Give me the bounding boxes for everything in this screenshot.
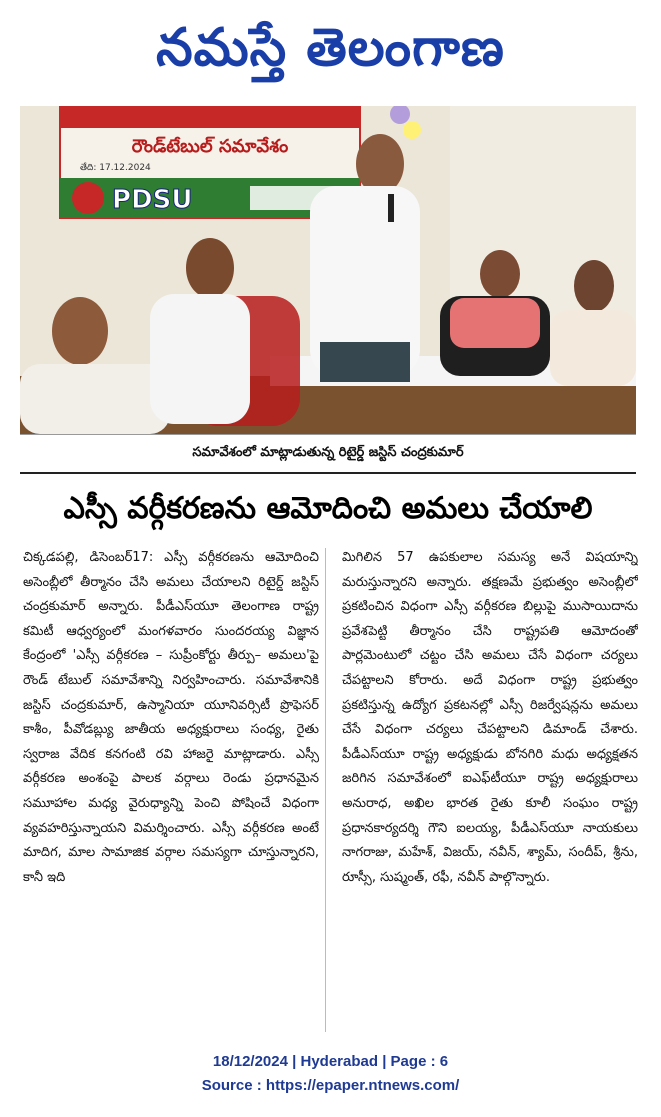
page-footer bbox=[0, 1050, 661, 1098]
photo-caption: సమావేశంలో మాట్లాడుతున్న రిటైర్డ్ జస్టిస్ చంద్రకుమార్ bbox=[192, 445, 464, 460]
caption-bottom-rule bbox=[20, 472, 636, 474]
banner-logo: PDSU bbox=[112, 185, 193, 215]
article-column-right: మిగిలిన 57 ఉపకులాల సమస్య అనే విషయాన్ని మరుస్తున్నారని అన్నారు. తక్షణమే ప్రభుత్వం అసెంబ్లీలో ప్రకటించిన విధంగా ఎస్సీ వర్గీకరణ బిల్లుపై ముసాయిదాను ప్రవేశపెట్టి తీర్మానం చేసి రాష్ట్రపతి ఆమోదంతో పార్లమెంటులో చట్టం చేసి అమలు చేసే విధంగా చర్యలు చేపట్టాలని కోరారు. అదే విధంగా రాష్ట్ర ప్రభుత్వం ప్రకటిస్తున్న ఉద్యోగ ప్రకటనల్లో ఎస్సీ రిజర్వేషన్లను అమలు చేసే విధంగా చర్యలు చేపట్టాలని డిమాండ్ చేశారు. పీడీఎస్‌యూ రాష్ట్ర అధ్యక్షుడు బోనగిరి మధు అధ్యక్షతన జరిగిన సమావేశంలో ఐఎఫ్‌టీయూ రాష్ట్ర అధ్యక్షురాలు అనురాధ, అఖిల భారత రైతు కూలీ సంఘం రాష్ట్ర ప్రధానకార్యదర్శి గౌని ఐలయ్య, పీడీఎస్‌యూ నాయకులు నాగరాజు, మహేశ్, విజయ్, నవీన్, శ్యామ్, సందీప్, శ్రీను, రూస్సీ, సుష్మంత్, రఫీ, నవీన్ పాల్గొన్నారు. bbox=[342, 550, 638, 885]
caption-top-rule bbox=[20, 434, 636, 435]
article-headline: ఎస్సీ వర్గీకరణను ఆమోదించి అమలు చేయాలి bbox=[63, 491, 593, 526]
column-divider bbox=[325, 548, 326, 1032]
banner-line: రౌండ్‌టేబుల్ సమావేశం bbox=[131, 136, 289, 157]
photo-illustration bbox=[20, 106, 636, 434]
article-column-left: చిక్కడపల్లి, డిసెంబర్17: ఎస్సీ వర్గీకరణను ఆమోదించి అసెంబ్లీలో తీర్మానం చేసి అమలు చేయాలని రిటైర్డ్ జస్టిస్ చంద్రకుమార్ అన్నారు. పీడీఎస్‌యూ తెలంగాణ రాష్ట్ర కమిటీ ఆధ్వర్యంలో మంగళవారం సుందరయ్య విజ్ఞాన కేంద్రంలో 'ఎస్సీ వర్గీకరణ – సుప్రీంకోర్టు తీర్పు– అమలు'పై రౌండ్ టేబుల్ సమావేశాన్ని నిర్వహించారు. సమావేశానికి జస్టిస్ చంద్రకుమార్, ఉస్మానియా యూనివర్సిటీ ప్రొఫెసర్ కాశీం, పీవోడబ్ల్యు జాతీయ అధ్యక్షురాలు సంధ్య, రైతు స్వరాజ వేదిక కనగంటి రవి హాజరై మాట్లాడారు. ఎస్సీ వర్గీకరణ అంశంపై పాలక వర్గాలు రెండు ప్రధానమైన సమూహాల మధ్య వైరుధ్యాన్ని పెంచి పోషించే విధంగా వ్యవహరిస్తున్నాయని విమర్శించారు. ఎస్సీ వర్గీకరణ అంటే మాదిగ, మాల సామాజిక వర్గాల సమస్యగా చూస్తున్నారని, కానీ ఇది bbox=[23, 550, 319, 885]
banner-sub: తేది: 17.12.2024 bbox=[80, 163, 151, 173]
masthead-title: నమస్తే తెలంగాణ bbox=[156, 17, 505, 78]
footer-date-line: 18/12/2024 | Hyderabad | Page : 6 bbox=[212, 1053, 449, 1070]
news-photo bbox=[20, 106, 636, 434]
footer-source-line: Source : https://epaper.ntnews.com/ bbox=[201, 1077, 460, 1094]
